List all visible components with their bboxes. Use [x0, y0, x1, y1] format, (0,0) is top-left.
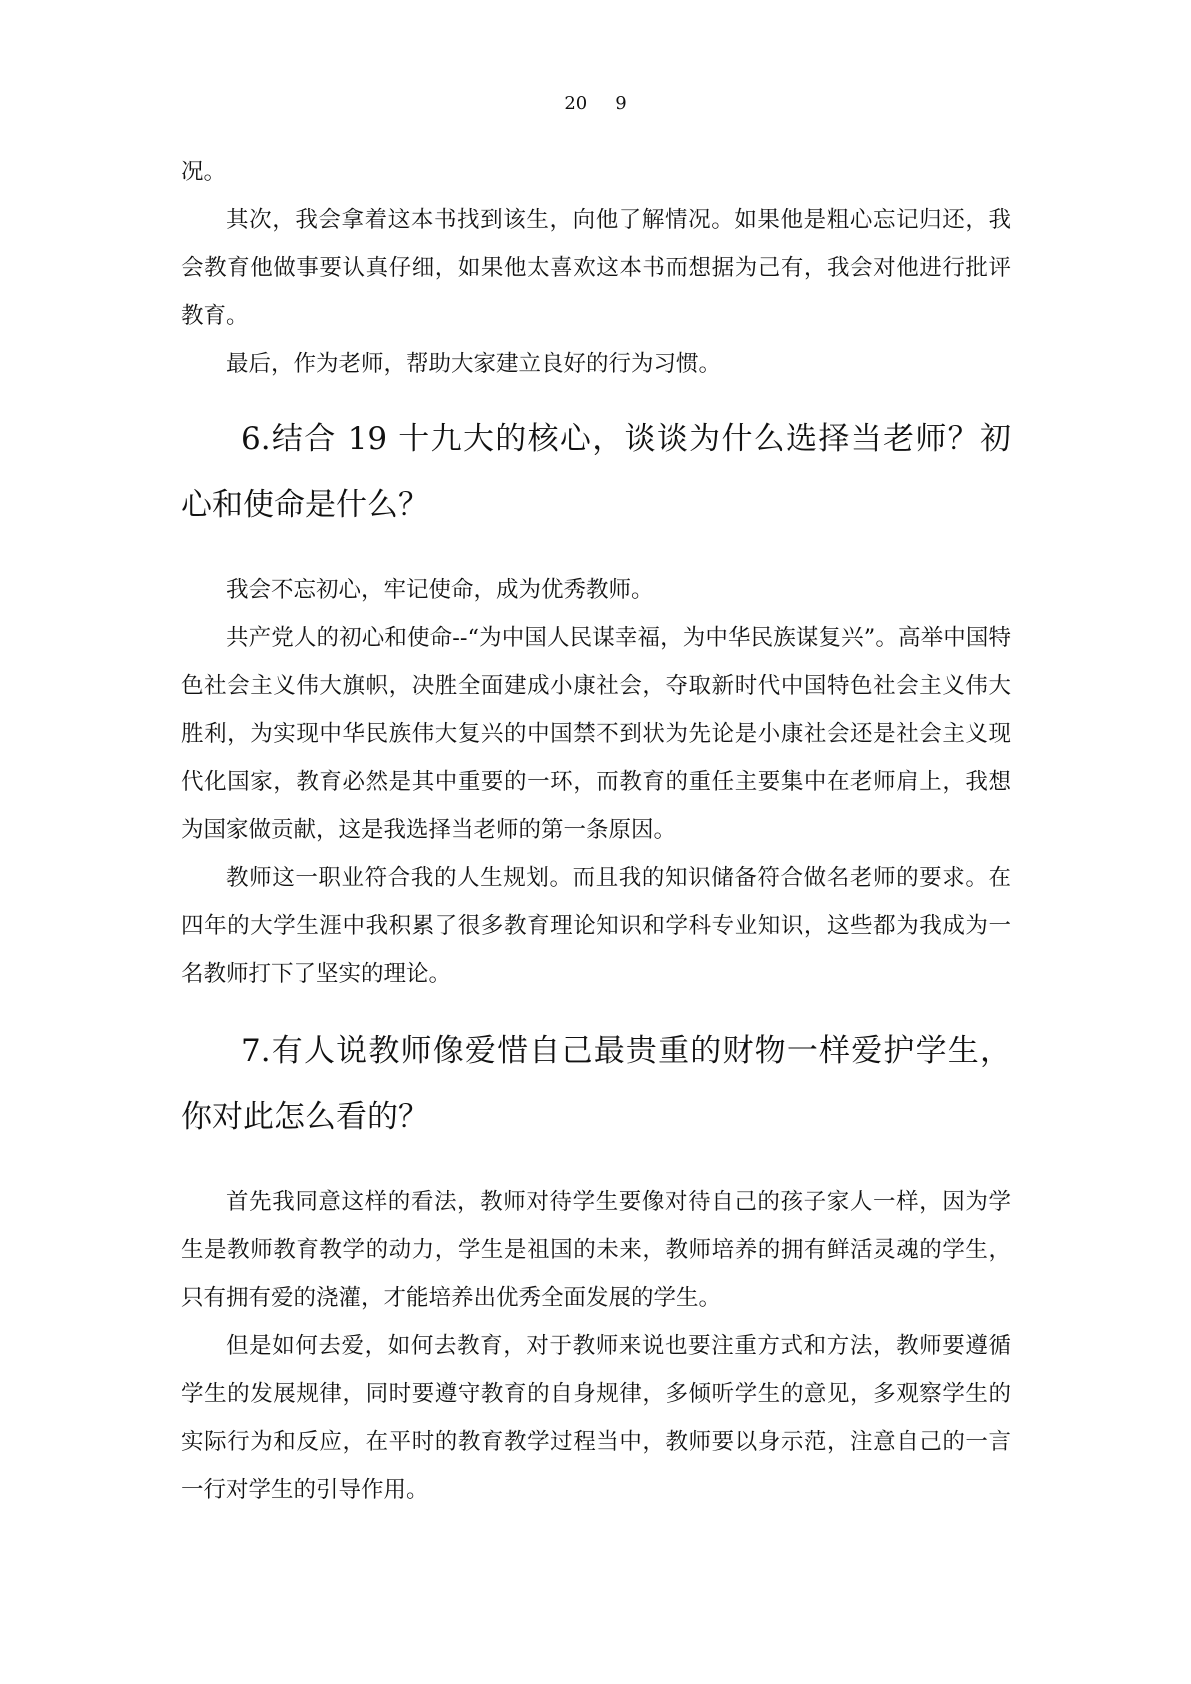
question-heading-6: 6.结合 19 十九大的核心，谈谈为什么选择当老师？初心和使命是什么？ [181, 421, 1011, 523]
spacer [181, 388, 1011, 406]
paragraph: 共产党人的初心和使命--“为中国人民谋幸福，为中华民族谋复兴”。高举中国特色社会主义伟大旗帜，决胜全面建成小康社会，夺取新时代中国特色社会主义伟大胜利，为实现中华民族伟大复兴的中国禁不到状为先论是小康社会还是社会主义现代化国家，教育必然是其中重要的一环，而教育的重任主要集中在老师肩上，我想为国家做贡献，这是我选择当老师的第一条原因。 [181, 625, 1011, 843]
question-heading-7: 7.有人说教师像爱惜自己最贵重的财物一样爱护学生，你对此怎么看的？ [181, 1033, 1011, 1135]
paragraph: 但是如何去爱，如何去教育，对于教师来说也要注重方式和方法，教师要遵循学生的发展规律，同时要遵守教育的自身规律，多倾听学生的意见，多观察学生的实际行为和反应，在平时的教育教学过程当中，教师要以身示范，注意自己的一言一行对学生的引导作用。 [181, 1333, 1011, 1503]
paragraph: 教师这一职业符合我的人生规划。而且我的知识储备符合做名老师的要求。在四年的大学生涯中我积累了很多教育理论知识和学科专业知识，这些都为我成为一名教师打下了坚实的理论。 [181, 865, 1011, 987]
paragraph-continuation: 况。 [181, 159, 227, 185]
document-body [181, 148, 1011, 1514]
spacer [181, 538, 1011, 566]
paragraph: 首先我同意这样的看法，教师对待学生要像对待自己的孩子家人一样，因为学生是教师教育教学的动力，学生是祖国的未来，教师培养的拥有鲜活灵魂的学生，只有拥有爱的浇灌，才能培养出优秀全面发展的学生。 [181, 1189, 1011, 1311]
paragraph: 最后，作为老师，帮助大家建立良好的行为习惯。 [226, 351, 722, 377]
spacer [181, 1150, 1011, 1178]
paragraph: 我会不忘初心，牢记使命，成为优秀教师。 [226, 577, 654, 603]
header-left-number: 20 [564, 93, 588, 114]
page-header [0, 90, 1191, 118]
header-right-number: 9 [615, 93, 627, 114]
paragraph: 其次，我会拿着这本书找到该生，向他了解情况。如果他是粗心忘记归还，我会教育他做事要认真仔细，如果他太喜欢这本书而想据为己有，我会对他进行批评教育。 [181, 207, 1011, 329]
spacer [181, 998, 1011, 1018]
